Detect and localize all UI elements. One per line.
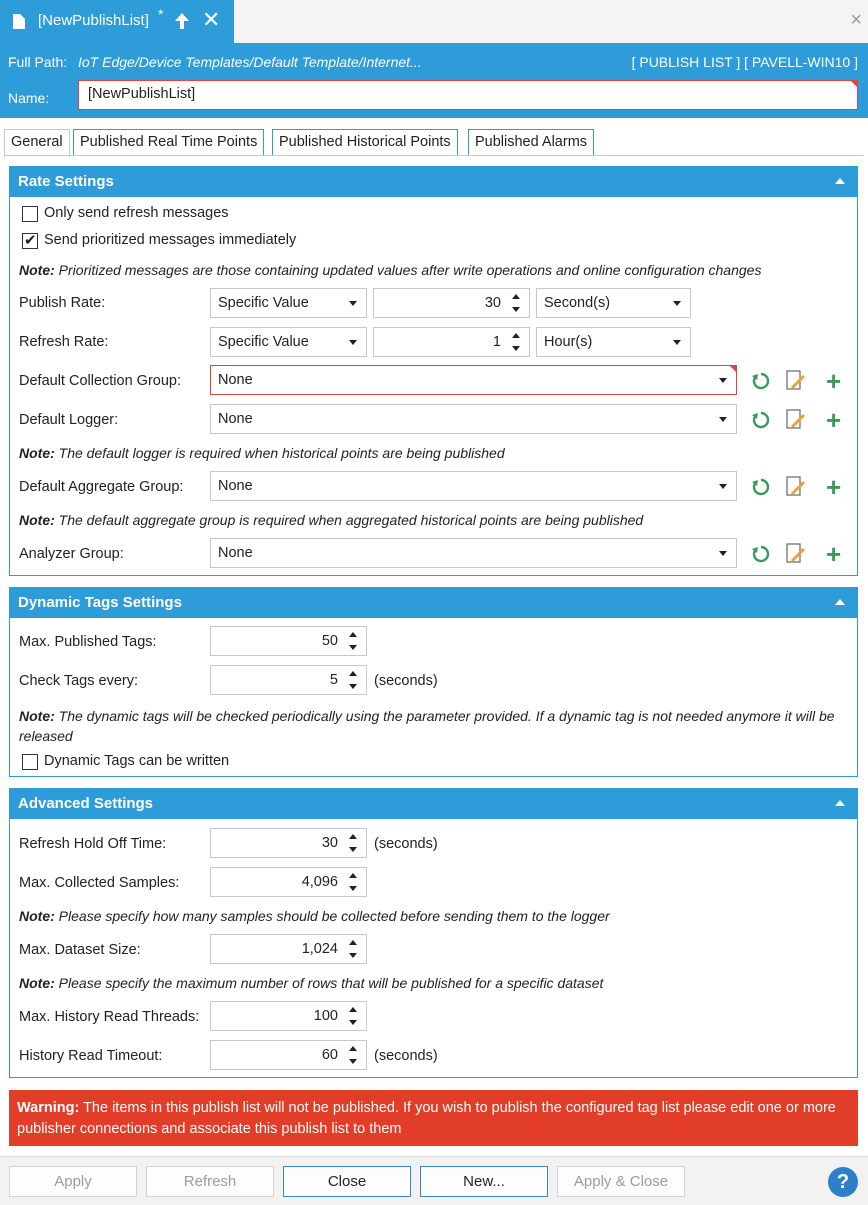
publish-rate-value: 30 [484, 295, 501, 311]
max-history-read-threads-label: Max. History Read Threads: [19, 1009, 200, 1025]
help-icon[interactable]: ? [828, 1167, 858, 1197]
document-icon [13, 14, 25, 29]
max-collected-samples-label: Max. Collected Samples: [19, 875, 180, 891]
dynamic-tags-panel [9, 587, 858, 777]
edit-icon[interactable] [786, 543, 806, 565]
aggregate-group-value: None [218, 478, 253, 494]
collapse-icon[interactable] [835, 599, 845, 605]
refresh-icon[interactable] [752, 372, 770, 390]
modified-marker: * [158, 6, 164, 22]
history-read-timeout-label: History Read Timeout: [19, 1048, 163, 1064]
spinner-icon[interactable] [348, 834, 358, 852]
tab-published-historical-points[interactable]: Published Historical Points [272, 129, 458, 156]
rate-settings-title: Rate Settings [18, 173, 114, 190]
refresh-icon[interactable] [752, 478, 770, 496]
add-icon[interactable]: + [826, 472, 842, 502]
max-history-read-threads-stepper[interactable] [210, 1001, 367, 1031]
collection-group-select[interactable] [210, 365, 737, 395]
spinner-icon[interactable] [348, 632, 358, 650]
chevron-down-icon [719, 417, 727, 422]
refresh-hold-off-value: 30 [321, 835, 338, 851]
close-window-icon[interactable]: × [850, 9, 862, 31]
chevron-down-icon [719, 484, 727, 489]
spinner-icon[interactable] [511, 294, 521, 312]
note-text: The default aggregate group is required when aggregated historical points are being published [54, 512, 644, 528]
apply-close-button[interactable]: Apply & Close [557, 1166, 685, 1197]
check-tags-unit: (seconds) [374, 673, 438, 689]
note-prefix: Note: [19, 262, 55, 278]
tab-divider [4, 155, 864, 156]
refresh-icon[interactable] [752, 545, 770, 563]
document-header [0, 44, 868, 118]
note-text: Please specify the maximum number of rows that will be published for a specific dataset [54, 975, 604, 991]
advanced-settings-panel [9, 788, 858, 1078]
chevron-down-icon [719, 378, 727, 383]
history-read-timeout-stepper[interactable] [210, 1040, 367, 1070]
max-dataset-size-value: 1,024 [301, 941, 338, 957]
max-dataset-size-label: Max. Dataset Size: [19, 942, 141, 958]
spinner-icon[interactable] [348, 940, 358, 958]
tab-published-real-time-points[interactable]: Published Real Time Points [73, 129, 264, 156]
refresh-rate-mode-select[interactable] [210, 327, 367, 357]
chevron-down-icon [719, 551, 727, 556]
warning-text: The items in this publish list will not be published. If you wish to publish the configured tag list please edit one or more publisher connections and associate this publish list to them [17, 1100, 836, 1137]
note-prefix: Note: [19, 908, 55, 924]
dynamic-tags-note [19, 706, 849, 746]
name-label: Name: [8, 90, 50, 106]
max-published-tags-stepper[interactable] [210, 626, 367, 656]
refresh-hold-off-label: Refresh Hold Off Time: [19, 836, 167, 852]
refresh-rate-value: 1 [492, 334, 501, 350]
add-icon[interactable]: + [826, 366, 842, 396]
advanced-settings-header[interactable] [10, 789, 857, 819]
advanced-settings-title: Advanced Settings [18, 795, 154, 812]
rate-settings-header[interactable] [10, 167, 857, 197]
add-icon[interactable]: + [826, 405, 842, 435]
chevron-down-icon [673, 340, 681, 345]
collapse-icon[interactable] [835, 178, 845, 184]
dynamic-tags-writable-checkbox[interactable] [22, 754, 38, 770]
publish-rate-stepper[interactable] [373, 288, 530, 318]
dynamic-tags-writable-label: Dynamic Tags can be written [44, 753, 230, 769]
analyzer-group-label: Analyzer Group: [19, 546, 124, 562]
collection-group-value: None [218, 372, 253, 388]
chevron-down-icon [673, 301, 681, 306]
spinner-icon[interactable] [348, 873, 358, 891]
analyzer-group-value: None [218, 545, 253, 561]
analyzer-group-select[interactable] [210, 538, 737, 568]
note-text: The dynamic tags will be checked periodically using the parameter provided. If a dynamic tag is not needed anymore it will be released [19, 708, 835, 744]
close-button[interactable]: Close [283, 1166, 411, 1197]
send-prioritized-label: Send prioritized messages immediately [44, 232, 297, 248]
only-refresh-label: Only send refresh messages [44, 205, 229, 221]
full-path-label: Full Path: [8, 54, 68, 70]
new-button[interactable]: New... [420, 1166, 548, 1197]
warning-banner [9, 1090, 858, 1146]
tab-published-alarms[interactable]: Published Alarms [468, 129, 594, 156]
refresh-rate-label: Refresh Rate: [19, 334, 109, 350]
note-text: Please specify how many samples should be collected before sending them to the logger [54, 908, 610, 924]
close-tab-icon[interactable]: ✕ [202, 7, 221, 32]
spinner-icon[interactable] [348, 671, 358, 689]
aggregate-group-select[interactable] [210, 471, 737, 501]
note-text: The default logger is required when historical points are being published [54, 445, 505, 461]
refresh-rate-unit-value: Hour(s) [544, 334, 593, 350]
send-prioritized-checkbox[interactable] [22, 233, 38, 249]
publish-rate-mode-value: Specific Value [218, 295, 309, 311]
history-read-timeout-value: 60 [321, 1047, 338, 1063]
dataset-note [19, 975, 603, 991]
note-prefix: Note: [19, 708, 55, 724]
edit-icon[interactable] [786, 476, 806, 498]
refresh-rate-mode-value: Specific Value [218, 334, 309, 350]
rate-settings-panel [9, 166, 858, 576]
logger-note [19, 445, 505, 461]
only-refresh-checkbox[interactable] [22, 206, 38, 222]
document-tab[interactable] [0, 0, 234, 44]
refresh-rate-unit-select[interactable] [536, 327, 691, 357]
publish-rate-unit-select[interactable] [536, 288, 691, 318]
logger-value: None [218, 411, 253, 427]
refresh-hold-off-unit: (seconds) [374, 836, 438, 852]
chevron-down-icon [349, 340, 357, 345]
max-collected-samples-value: 4,096 [301, 874, 338, 890]
note-prefix: Note: [19, 445, 55, 461]
tab-general[interactable]: General [4, 129, 70, 157]
publish-rate-label: Publish Rate: [19, 295, 106, 311]
max-published-tags-label: Max. Published Tags: [19, 634, 157, 650]
prioritized-note [19, 262, 761, 278]
publish-rate-unit-value: Second(s) [544, 295, 611, 311]
history-read-timeout-unit: (seconds) [374, 1048, 438, 1064]
refresh-rate-stepper[interactable] [373, 327, 530, 357]
spinner-icon[interactable] [348, 1046, 358, 1064]
add-icon[interactable]: + [826, 539, 842, 569]
check-tags-every-value: 5 [329, 672, 338, 688]
logger-select[interactable] [210, 404, 737, 434]
note-prefix: Note: [19, 512, 55, 528]
check-tags-every-label: Check Tags every: [19, 673, 139, 689]
aggregate-note [19, 512, 643, 528]
dynamic-tags-header[interactable] [10, 588, 857, 618]
edit-icon[interactable] [786, 409, 806, 431]
max-collected-samples-stepper[interactable] [210, 867, 367, 897]
name-field[interactable]: [NewPublishList] [78, 80, 858, 110]
note-text: Prioritized messages are those containing updated values after write operations and online configuration changes [54, 262, 762, 278]
spinner-icon[interactable] [511, 333, 521, 351]
max-dataset-size-stepper[interactable] [210, 934, 367, 964]
publish-rate-mode-select[interactable] [210, 288, 367, 318]
footer-bar [0, 1156, 868, 1205]
spinner-icon[interactable] [348, 1007, 358, 1025]
pin-icon[interactable] [172, 11, 192, 31]
aggregate-group-label: Default Aggregate Group: [19, 479, 184, 495]
context-breadcrumb: [ PUBLISH LIST ] [ PAVELL-WIN10 ] [631, 54, 858, 70]
check-tags-every-stepper[interactable] [210, 665, 367, 695]
warning-prefix: Warning: [17, 1100, 80, 1116]
window-titlebar [0, 0, 868, 44]
dynamic-tags-title: Dynamic Tags Settings [18, 594, 182, 611]
edit-icon[interactable] [786, 370, 806, 392]
max-history-read-threads-value: 100 [313, 1008, 338, 1024]
chevron-down-icon [349, 301, 357, 306]
apply-button[interactable]: Apply [9, 1166, 137, 1197]
note-prefix: Note: [19, 975, 55, 991]
samples-note [19, 908, 610, 924]
full-path-value: IoT Edge/Device Templates/Default Template/Internet... [78, 54, 422, 70]
refresh-icon[interactable] [752, 411, 770, 429]
collection-group-label: Default Collection Group: [19, 373, 181, 389]
logger-label: Default Logger: [19, 412, 119, 428]
refresh-hold-off-stepper[interactable] [210, 828, 367, 858]
collapse-icon[interactable] [835, 800, 845, 806]
refresh-button[interactable]: Refresh [146, 1166, 274, 1197]
max-published-tags-value: 50 [321, 633, 338, 649]
document-tab-title: [NewPublishList] [38, 12, 149, 29]
